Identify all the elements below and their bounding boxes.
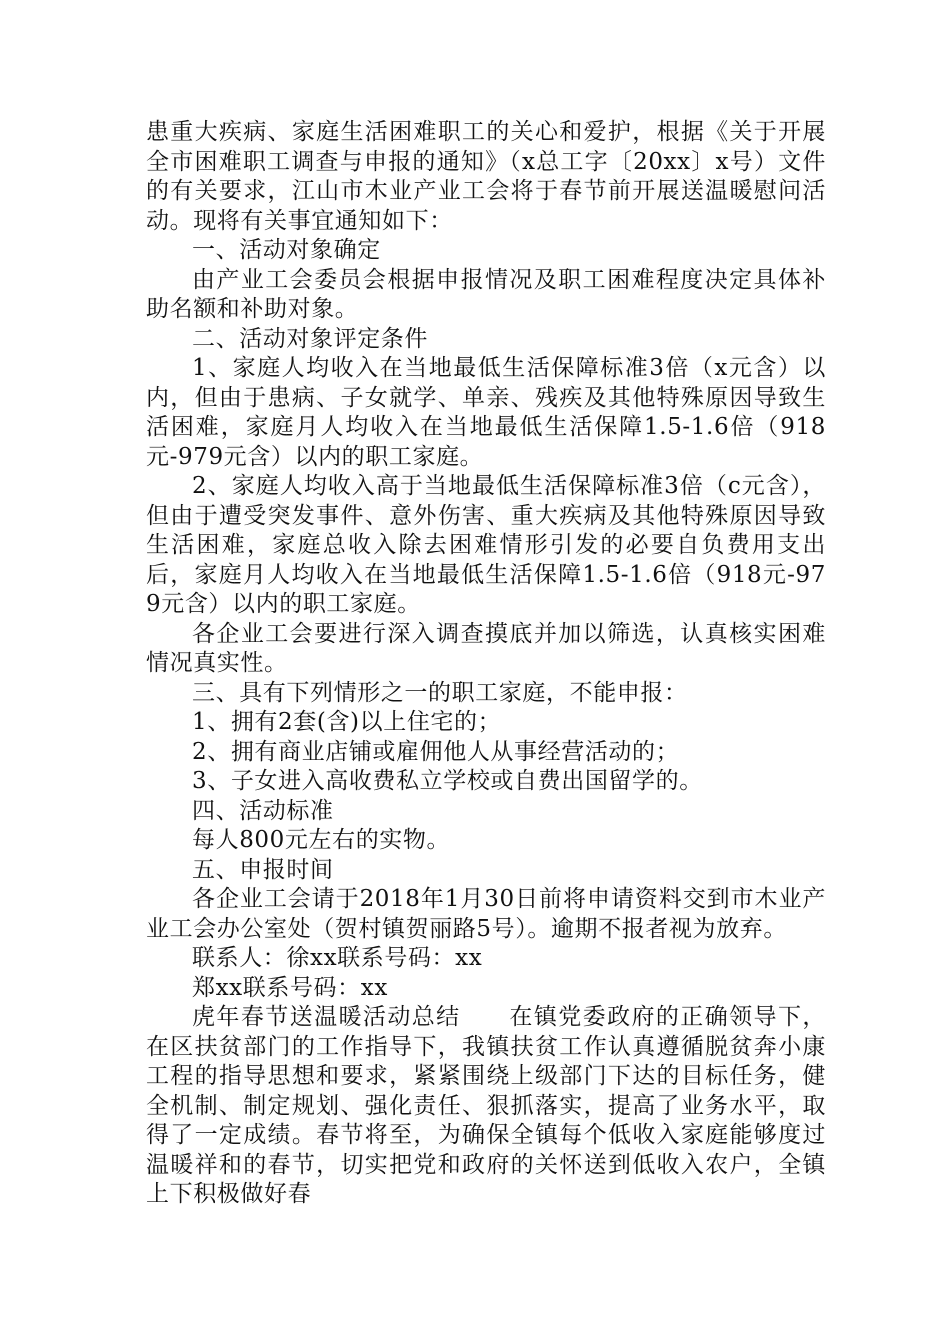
heading-section-3: 三、具有下列情形之一的职工家庭，不能申报： <box>192 679 688 706</box>
paragraph-section-1: 由产业工会委员会根据申报情况及职工困难程度决定具体补助名额和补助对象。 <box>146 266 826 322</box>
paragraph-standard: 每人800元左右的实物。 <box>192 827 451 853</box>
paragraph-condition-2: 2、家庭人均收入高于当地最低生活保障标准3倍（c元含），但由于遭受突发事件、意外伤害、重大疾病及其他特殊原因导致生活困难，家庭总收入除去困难情形引发的必要自负费用支出后，家庭月人均收入在当地最低生活保障1.5-1.6倍（918元-979元含）以内的职工家庭。 <box>146 473 826 617</box>
paragraph-deadline: 各企业工会请于2018年1月30日前将申请资料交到市木业产业工会办公室处（贺村镇贺丽路5号）。逾期不报者视为放弃。 <box>146 886 826 942</box>
paragraph-intro: 患重大疾病、家庭生活困难职工的关心和爱护，根据《关于开展全市困难职工调查与申报的通知》（x总工字〔20xx〕x号）文件的有关要求，江山市木业产业工会将于春节前开展送温暖慰问活动。现将有关事宜通知如下： <box>146 119 826 234</box>
heading-section-1: 一、活动对象确定 <box>192 237 381 263</box>
paragraph-summary: 虎年春节送温暖活动总结 在镇党委政府的正确领导下，在区扶贫部门的工作指导下，我镇扶贫工作认真遵循脱贫奔小康工程的指导思想和要求，紧紧围绕上级部门下达的目标任务，健全机制、制定规划、强化责任、狠抓落实，提高了业务水平，取得了一定成绩。春节将至，为确保全镇每个低收入家庭能够度过温暖祥和的春节，切实把党和政府的关怀送到低收入农户，全镇上下积极做好春 <box>146 1004 826 1207</box>
list-item-exclusion-1: 1、拥有2套(含)以上住宅的； <box>192 709 502 735</box>
paragraph-condition-1: 1、家庭人均收入在当地最低生活保障标准3倍（x元含）以内，但由于患病、子女就学、单亲、残疾及其他特殊原因导致生活困难，家庭月人均收入在当地最低生活保障1.5-1.6倍（918元-979元含）以内的职工家庭。 <box>146 355 826 470</box>
heading-section-2: 二、活动对象评定条件 <box>192 325 428 352</box>
heading-section-4: 四、活动标准 <box>192 797 334 824</box>
list-item-exclusion-3: 3、子女进入高收费私立学校或自费出国留学的。 <box>192 768 703 794</box>
document-body <box>146 118 826 1210</box>
contact-line-2: 郑xx联系号码：xx <box>192 974 388 1001</box>
heading-section-5: 五、申报时间 <box>192 856 334 883</box>
paragraph-screening: 各企业工会要进行深入调查摸底并加以筛选，认真核实困难情况真实性。 <box>146 620 826 676</box>
contact-line-1: 联系人：徐xx联系号码：xx <box>192 945 483 971</box>
list-item-exclusion-2: 2、拥有商业店铺或雇佣他人从事经营活动的； <box>192 738 680 765</box>
